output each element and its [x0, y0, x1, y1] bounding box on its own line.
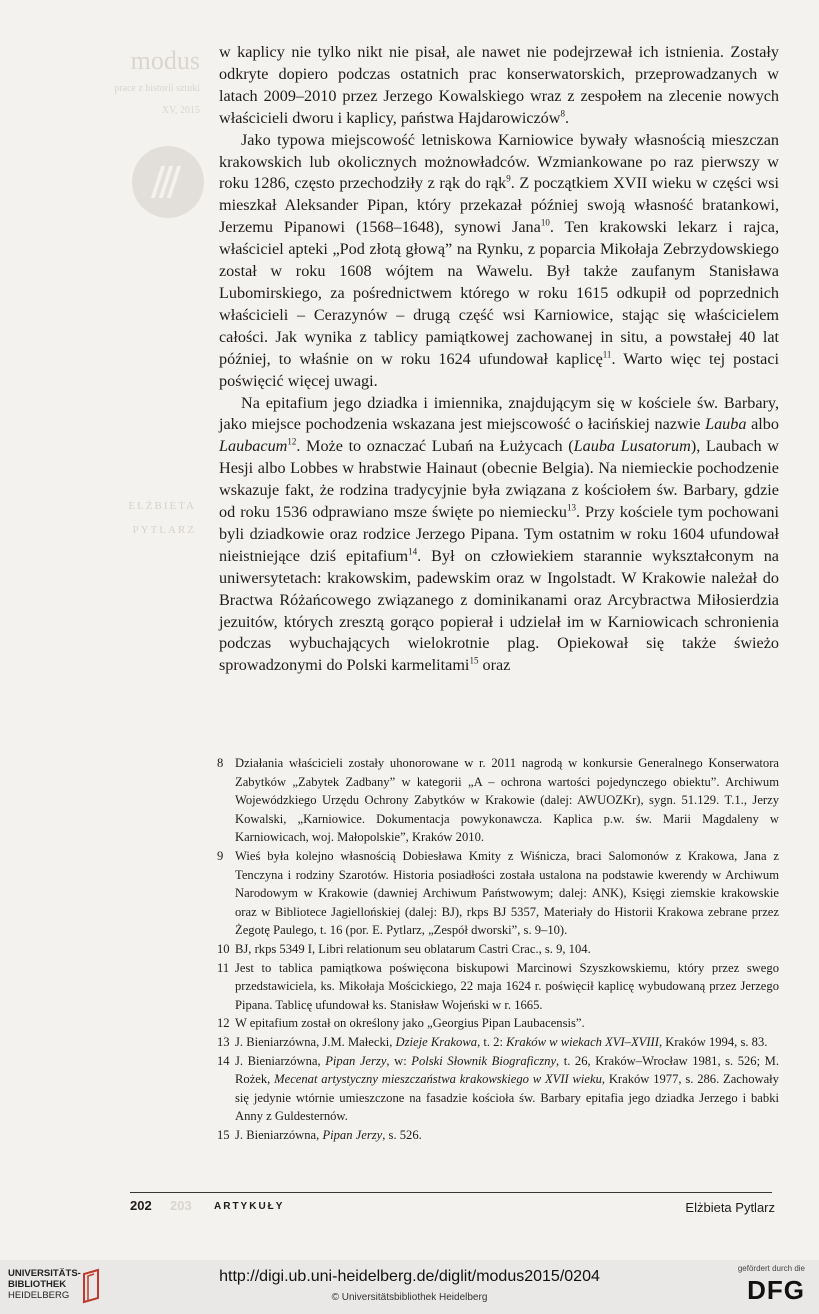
paragraph-1: w kaplicy nie tylko nikt nie pisał, ale nawet nie podejrzewał ich istnienia. Zostały odkryte dopiero podczas ostatnich prac konserwatorskich, przeprowadzanych w latach 2009–2010 przez Jerzego Kowalskiego wraz z zespołem na zlecenie nowych właścicieli dworu i kaplicy, państwa Hajdarowiczów$^8$. [219, 43, 779, 127]
footnote-10: 10 BJ, rkps 5349 I, Libri relationum seu oblatarum Castri Crac., s. 9, 104. [217, 941, 591, 956]
footnote-ref-13[interactable]: 13 [566, 502, 576, 513]
funding-note: gefördert durch die [737, 1264, 805, 1273]
copyright-notice: © Universitätsbibliothek Heidelberg [331, 1292, 488, 1303]
footer-rule [130, 1192, 772, 1193]
margin-author-last: PYTLARZ [132, 524, 196, 536]
footnote-ref-10[interactable]: 10 [540, 217, 550, 228]
footnote-ref-8[interactable]: 8 [560, 108, 565, 119]
permalink-url[interactable]: http://digi.ub.uni-heidelberg.de/diglit/modus2015/0204 [219, 1268, 600, 1285]
footnote-ref-12[interactable]: 12 [287, 436, 297, 447]
footnote-ref-11[interactable]: 11 [602, 349, 612, 360]
footnote-13: 13 J. Bieniarzówna, J.M. Małecki, Dzieje Krakowa, t. 2: Kraków w wiekach XVI–XVIII, Kraków 1994, s. 83. [217, 1034, 768, 1049]
journal-running-head [112, 48, 200, 118]
footnote-15: 15 J. Bieniarzówna, Pipan Jerzy, s. 526. [217, 1127, 422, 1142]
library-banner [0, 1260, 819, 1314]
section-label: ARTYKUŁY [214, 1201, 285, 1212]
footnote-12: 12 W epitafium został on określony jako „Georgius Pipan Laubacensis”. [217, 1016, 585, 1031]
dfg-logo[interactable]: DFG [747, 1275, 805, 1305]
paragraph-2: Jako typowa miejscowość letniskowa Karniowice bywały własnością mieszczan krakowskich lub okolicznych możnowładców. Wzmiankowane po raz pierwszy w roku 1286, często przechodziły z rąk do rąk$^9$. Z początkiem XVII wieku w części wsi mieszkał Aleksander Pipan, który przekazał później swoją własność bratankowi, Jerzemu Pipanowi (1568–1648), synowi Jana$^{10}$. Ten krakowski lekarz i rajca, właściciel apteki „Pod złotą głową” na Rynku, z poparcia Mikołaja Zebrzydowskiego został w roku 1608 wójtem na Wawelu. Był także zaufanym Stanisława Lubomirskiego, za pośrednictwem którego w roku 1615 odkupił od poprzednich właścicieli – Cerazynów – drugą część wsi Karniowice, stając się właścicielem całości. Jak wynika z tablicy pamiątkowej zachowanej in situ, a powstałej 40 lat później, to właśnie on w roku 1624 ufundował kaplicę$^{11}$. Warto więc tej postaci poświęcić więcej uwagi. [219, 130, 779, 390]
footnote-9: 9 Wieś była kolejno własnością Dobiesława Kmity z Wiśnicza, braci Salomonów z Krakowa, Jana z Tenczyna i rodziny Szarotów. Historia posiadłości została ustalona na podstawie kwerendy w Archiwum Narodowym w Krakowie (dawniej Archiwum Państwowym; dalej: ANK), Księgi ziemskie krakowskie oraz w Bibliotece Jagiellońskiej (dalej: BJ), rkps BJ 5357, Materiały do Historii Krakowa zebrane przez Żegotę Paulego, t. 16 (por. E. Pytlarz, „Zespół dworski”, s. 9–10). [217, 848, 779, 938]
journal-title: modus [130, 46, 200, 75]
margin-author [108, 494, 196, 542]
footnote-ref-15[interactable]: 15 [469, 655, 479, 666]
footnote-11: 11 Jest to tablica pamiątkowa poświęcona biskupowi Marcinowi Szyszkowskiemu, który przez swego przedstawiciela, ks. Mikołaja Mościckiego, 22 maja 1624 r. poświęcił kaplicę wybudowaną przez Jerzego Pipana. Tablicę ufundował ks. Stanisław Wojeński w r. 1665. [217, 960, 779, 1012]
journal-volume: XV, 2015 [161, 105, 200, 116]
body-text [219, 42, 779, 677]
margin-author-first: ELŻBIETA [128, 500, 196, 512]
footer-author: Elżbieta Pytlarz [685, 1200, 775, 1215]
footnote-14: 14 J. Bieniarzówna, Pipan Jerzy, w: Polski Słownik Biograficzny, t. 26, Kraków–Wrocław 1981, s. 526; M. Rożek, Mecenat artystyczny mieszczaństwa krakowskiego w XVII wieku, Kraków 1977, s. 286. Zachowały się jedynie wtórnie umieszczone na fasadzie kościoła św. Barbary epitafia jego dziadka Jerzego i babki Anny z Guldesternów. [217, 1053, 779, 1124]
show-through-page-number: 203 [170, 1198, 192, 1213]
footnotes [219, 754, 779, 1144]
journal-logo-icon [132, 146, 204, 218]
journal-subtitle: prace z historii sztuki [114, 83, 200, 94]
footnote-ref-9[interactable]: 9 [506, 174, 511, 185]
page-number: 202 [130, 1198, 152, 1213]
footnote-8: 8 Działania właścicieli zostały uhonorowane w r. 2011 nagrodą w konkursie Generalnego Konserwatora Zabytków „Zabytek Zadbany” w kategorii „A – ochrona wartości pojedynczego obiektu”. Archiwum Wojewódzkiego Urzędu Ochrony Zabytków w Krakowie (dalej: AWUOZKr), sygn. 51.129. T.1., Jerzy Kowalski, „Karniowice. Dokumentacja powykonawcza. Kaplica p.w. św. Marii Magdaleny w Karniowicach, woj. Małopolskie”, Kraków 2010. [217, 756, 779, 845]
university-library-name[interactable]: UNIVERSITÄTS- BIBLIOTHEK HEIDELBERG [8, 1268, 81, 1301]
paragraph-3: Na epitafium jego dziadka i imiennika, znajdującym się w kościele św. Barbary, jako miejsce pochodzenia wskazana jest miejscowość o łacińskiej nazwie Lauba albo Laubacum$^{12}$. Może to oznaczać Lubań na Łużycach (Lauba Lusatorum), Laubach w Hesji albo Lobbes w hrabstwie Hainaut (obecnie Belgia). Na niemieckie pochodzenie wskazuje fakt, że rodzina tradycyjnie była związana z kościołem św. Barbary, gdzie od roku 1536 odprawiano msze święte po niemiecku$^{13}$. Przy kościele tym pochowani byli dziadkowie oraz rodzice Jerzego Pipana. Tym ostatnim w roku 1604 ufundował nieistniejące dziś epitafium$^{14}$. Był on człowiekiem starannie wykształconym na uniwersytetach: krakowskim, padewskim oraz w Ingolstadt. W Krakowie należał do Bractwa Różańcowego związanego z dominikanami oraz Arcybractwa Miłosierdzia jezuitów, których zresztą gorąco popierał i udzielał im w Karniowicach schronienia podczas wybuchających wielokrotnie plag. Opiekował się także świeżo sprowadzonymi do Polski karmelitami$^{15}$ oraz [219, 393, 780, 675]
footnote-ref-14[interactable]: 14 [408, 546, 418, 557]
